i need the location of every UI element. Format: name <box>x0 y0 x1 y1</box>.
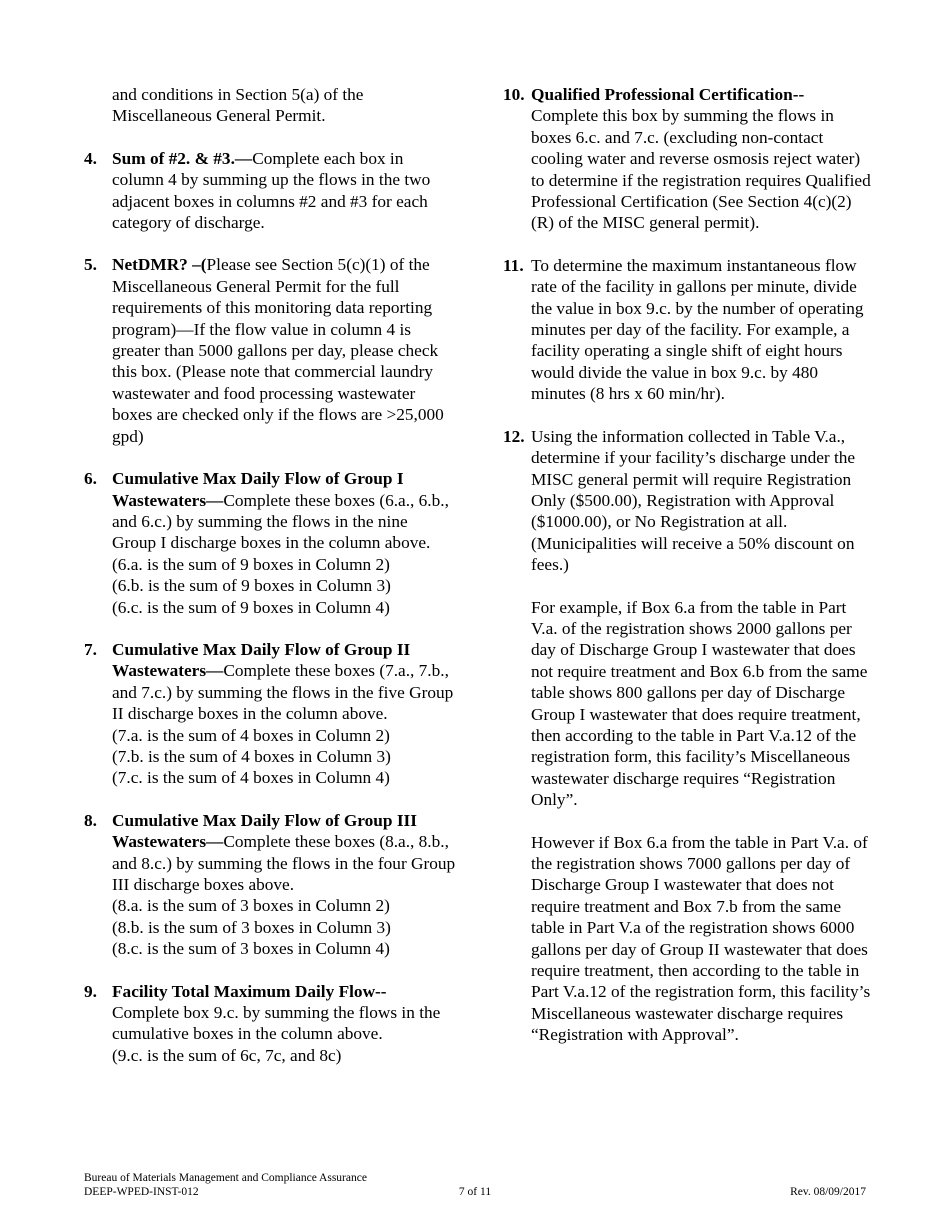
item-heading: Cumulative Max Daily Flow of Group III Wastewaters— <box>112 810 417 852</box>
item-number: 11. <box>503 255 524 275</box>
continuation-text: and conditions in Section 5(a) of the Miscellaneous General Permit. <box>112 85 364 126</box>
instruction-item-7 <box>84 639 456 789</box>
item-number: 8. <box>84 810 97 830</box>
instruction-item-6 <box>84 468 456 618</box>
sum-note: (8.c. is the sum of 3 boxes in Column 4) <box>112 939 390 959</box>
item-heading: NetDMR? –( <box>112 255 207 275</box>
revision-date: Rev. 08/09/2017 <box>790 1185 866 1198</box>
instruction-item-12 <box>503 426 873 1046</box>
item-text: Complete these boxes (6.a., 6.b., and 6.c.) by summing the flows in the nine Group I discharge boxes in the column above. <box>112 490 449 553</box>
sum-note: (7.c. is the sum of 4 boxes in Column 4) <box>112 768 390 788</box>
left-column <box>84 84 456 1087</box>
sum-note: (8.a. is the sum of 3 boxes in Column 2) <box>112 896 390 916</box>
sum-note: (7.b. is the sum of 4 boxes in Column 3) <box>112 746 391 766</box>
item-number: 6. <box>84 469 97 489</box>
item-text: Complete box 9.c. by summing the flows in the cumulative boxes in the column above. <box>112 1003 441 1044</box>
sum-note: (7.a. is the sum of 4 boxes in Column 2) <box>112 725 390 745</box>
example-paragraph: However if Box 6.a from the table in Part V.a. of the registration shows 7000 gallons per day of Discharge Group I wastewater that does not require treatment and Box 7.b from the same table in Part V.a of the registration shows 6000 gallons per day of Group II wastewater that does require treatment, then according to the table in Part V.a.12 of the registration form, this facility’s Miscellaneous wastewater discharge requires “Registration with Approval”. <box>531 832 871 1045</box>
instruction-item-4 <box>84 148 456 234</box>
sum-note: (6.c. is the sum of 9 boxes in Column 4) <box>112 597 390 617</box>
sum-note: (6.b. is the sum of 9 boxes in Column 3) <box>112 576 391 596</box>
item-number: 7. <box>84 639 97 659</box>
sum-note: (9.c. is the sum of 6c, 7c, and 8c) <box>112 1045 342 1065</box>
item-heading: Qualified Professional Certification-- <box>531 85 805 104</box>
item-text: Complete each box in column 4 by summing up the flows in the two adjacent boxes in columns #2 and #3 for each category of discharge. <box>112 148 431 233</box>
item-number: 9. <box>84 981 97 1001</box>
instruction-item-11 <box>503 255 873 405</box>
example-paragraph: For example, if Box 6.a from the table in Part V.a. of the registration shows 2000 gallons per day of Discharge Group I wastewater that does not require treatment and Box 6.b from the same table shows 800 gallons per day of Discharge Group I wastewater that does require treatment, then according to the table in Part V.a.12 of the registration form, this facility’s Miscellaneous wastewater discharge requires “Registration Only”. <box>531 597 868 810</box>
instruction-item-5 <box>84 254 456 447</box>
footer-doc-id: DEEP-WPED-INST-012 <box>84 1185 199 1198</box>
item-text: Complete this box by summing the flows in boxes 6.c. and 7.c. (excluding non-contact cooling water and reverse osmosis reject water) to determine if the registration requires Qualified Professional Certification (See Section 4(c)(2)(R) of the MISC general permit). <box>531 106 871 233</box>
item-number: 4. <box>84 148 97 168</box>
page-number: 7 of 11 <box>458 1185 492 1198</box>
item-heading: Cumulative Max Daily Flow of Group II Wastewaters— <box>112 639 411 681</box>
item-number: 5. <box>84 255 97 275</box>
item-text: Complete these boxes (7.a., 7.b., and 7.c.) by summing the flows in the five Group II discharge boxes in the column above. <box>112 661 454 724</box>
item-text: Using the information collected in Table V.a., determine if your facility’s discharge under the MISC general permit will require Registration Only ($500.00), Registration with Approval ($1000.00), or No Registration at all. (Municipalities will receive a 50% discount on fees.) <box>531 426 856 575</box>
item-text: To determine the maximum instantaneous flow rate of the facility in gallons per minute, divide the value in box 9.c. by the number of operating minutes per day of the facility. For example, a facility operating a single shift of eight hours would divide the value in box 9.c. by 480 minutes (8 hrs x 60 min/hr). <box>531 255 864 404</box>
item-text: Please see Section 5(c)(1) of the Miscellaneous General Permit for the full requirements of this monitoring data reporting program)—If the flow value in column 4 is greater than 5000 gallons per day, please check this box. (Please note that commercial laundry wastewater and food processing wastewater boxes are checked only if the flows are >25,000 gpd) <box>112 255 444 446</box>
item-number: 10. <box>503 85 525 104</box>
instruction-item-8 <box>84 810 456 960</box>
item-number: 12. <box>503 426 525 446</box>
instruction-item-10 <box>503 84 873 234</box>
sum-note: (8.b. is the sum of 3 boxes in Column 3) <box>112 917 391 937</box>
item-heading: Facility Total Maximum Daily Flow-- <box>112 981 387 1001</box>
page-footer <box>84 1172 866 1199</box>
footer-bureau: Bureau of Materials Management and Compliance Assurance <box>84 1172 367 1184</box>
item-heading: Sum of #2. & #3.— <box>112 148 253 168</box>
sum-note: (6.a. is the sum of 9 boxes in Column 2) <box>112 554 390 574</box>
right-column <box>503 84 873 1067</box>
item-text: Complete these boxes (8.a., 8.b., and 8.c.) by summing the flows in the four Group III discharge boxes above. <box>112 832 456 894</box>
instruction-item-9 <box>84 981 456 1067</box>
item-heading: Cumulative Max Daily Flow of Group I Wastewaters— <box>112 469 404 510</box>
